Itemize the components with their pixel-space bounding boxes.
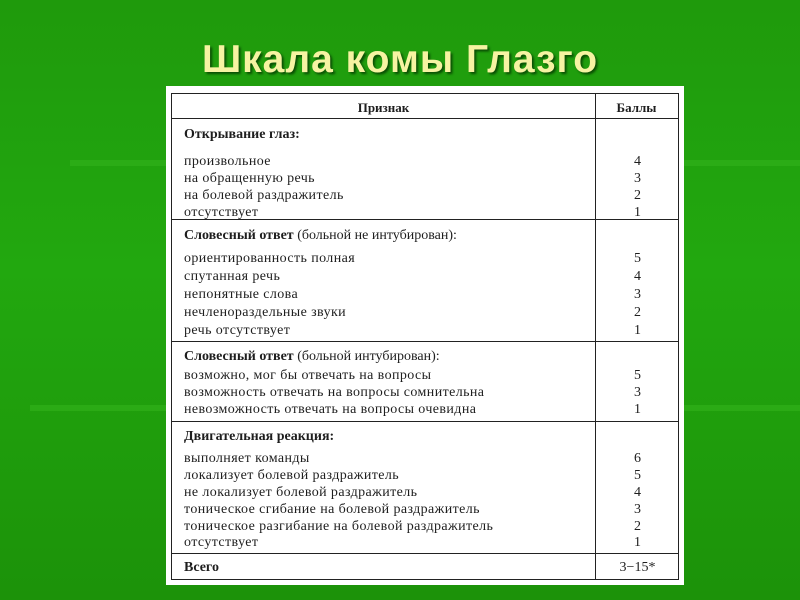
- section-title: Словесный ответ (больной интубирован):: [184, 349, 440, 364]
- criterion-score: 4: [634, 269, 641, 284]
- criterion-label: тоническое сгибание на болевой раздражитель: [184, 502, 480, 517]
- section-title: Двигательная реакция:: [184, 429, 335, 444]
- criterion-score: 5: [634, 368, 641, 383]
- criterion-score: 1: [634, 535, 641, 550]
- criterion-label: отсутствует: [184, 535, 259, 550]
- glasgow-coma-table: [171, 93, 679, 580]
- criterion-score: 5: [634, 468, 641, 483]
- criterion-label: непонятные слова: [184, 287, 299, 302]
- criterion-score: 3: [634, 171, 641, 186]
- section-verbal-not-intubated: [172, 219, 678, 342]
- criterion-label: возможность отвечать на вопросы сомнительна: [184, 385, 485, 400]
- header-sign: Признак: [357, 100, 410, 115]
- criterion-label: спутанная речь: [184, 269, 281, 284]
- criterion-score: 4: [634, 485, 641, 500]
- total-value: 3−15*: [619, 560, 656, 575]
- criterion-label: невозможность отвечать на вопросы очевидна: [184, 402, 477, 417]
- criterion-score: 5: [634, 251, 641, 266]
- criterion-label: отсутствует: [184, 205, 259, 220]
- criterion-score: 1: [634, 205, 641, 220]
- table-image: [166, 86, 684, 585]
- criterion-score: 3: [634, 502, 641, 517]
- criterion-label: локализует болевой раздражитель: [184, 468, 400, 483]
- criterion-label: на обращенную речь: [184, 171, 315, 186]
- section-verbal-intubated: [172, 341, 678, 422]
- criterion-score: 3: [634, 287, 641, 302]
- criterion-label: тоническое разгибание на болевой раздражитель: [184, 519, 494, 534]
- section-title: Открывание глаз:: [184, 127, 300, 142]
- criterion-score: 2: [634, 188, 641, 203]
- header-score: Баллы: [616, 100, 657, 115]
- table-header: [172, 94, 678, 119]
- section-title: Словесный ответ (больной не интубирован):: [184, 228, 457, 243]
- criterion-label: выполняет команды: [184, 451, 310, 466]
- criterion-label: не локализует болевой раздражитель: [184, 485, 418, 500]
- section-eye-opening: [172, 118, 678, 220]
- slide-title: Шкала комы Глазго: [201, 38, 599, 81]
- criterion-label: произвольное: [184, 154, 271, 169]
- criterion-score: 4: [634, 154, 641, 169]
- criterion-score: 6: [634, 451, 641, 466]
- section-motor-response: [172, 421, 678, 554]
- criterion-label: на болевой раздражитель: [184, 188, 344, 203]
- criterion-score: 1: [634, 323, 641, 338]
- criterion-score: 2: [634, 305, 641, 320]
- criterion-label: ориентированность полная: [184, 251, 356, 266]
- criterion-score: 2: [634, 519, 641, 534]
- criterion-score: 1: [634, 402, 641, 417]
- criterion-label: речь отсутствует: [184, 323, 291, 338]
- total-label: Всего: [184, 560, 219, 575]
- criterion-label: возможно, мог бы отвечать на вопросы: [184, 368, 432, 383]
- criterion-score: 3: [634, 385, 641, 400]
- criterion-label: нечленораздельные звуки: [184, 305, 347, 320]
